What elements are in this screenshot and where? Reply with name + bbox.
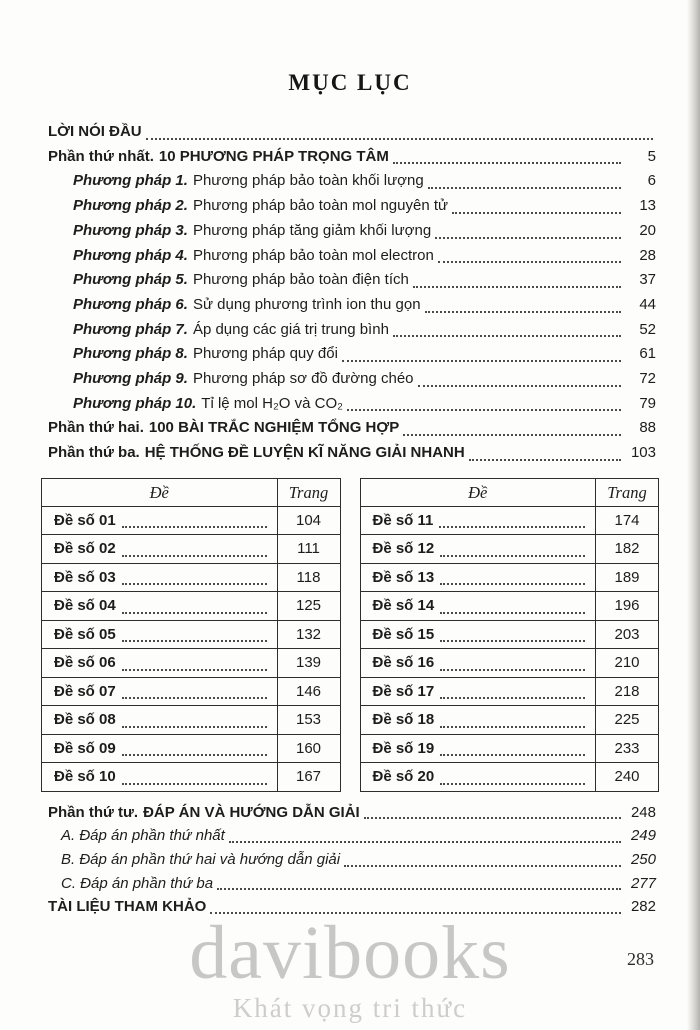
dotted-leader [122, 754, 267, 756]
exam-cell-page: 182 [614, 540, 640, 558]
exam-cell-page: 233 [614, 739, 640, 757]
page-number: 283 [627, 949, 654, 969]
toc-bottom-list [48, 801, 656, 919]
dotted-leader [393, 162, 621, 164]
toc-entry-page-number: 52 [639, 320, 656, 338]
watermark-tagline: Khát vọng tri thức [232, 993, 468, 1023]
toc-entry-page-number: 282 [630, 898, 656, 916]
exam-label: Đề số 18 [372, 711, 435, 729]
dotted-leader [210, 912, 621, 914]
page-content [0, 70, 700, 919]
column-header-de: Đề [361, 479, 597, 506]
dotted-leader [344, 865, 621, 867]
exam-cell-page: 139 [295, 654, 322, 672]
toc-entry-page-number: 103 [630, 444, 656, 462]
exam-label: Đề số 10 [54, 768, 116, 786]
toc-entry-label: Phương pháp bảo toàn khối lượng [192, 172, 424, 190]
exam-table-row [361, 591, 659, 620]
toc-entry-page-number: 20 [639, 221, 656, 239]
exam-cell-page: 174 [614, 511, 640, 529]
exam-cell-title [361, 678, 597, 706]
exam-table-left [41, 478, 341, 792]
exam-table-row [361, 734, 659, 763]
exam-table-row [42, 563, 340, 592]
exam-table-row [361, 534, 659, 563]
toc-entry-label: LỜI NÓI ĐẦU [48, 123, 142, 140]
toc-entry [48, 342, 656, 367]
dotted-leader [347, 409, 621, 411]
exam-table-row [361, 677, 659, 706]
toc-entry-prefix: Phương pháp 7. [73, 320, 188, 338]
column-header-de: Đề [42, 479, 278, 506]
toc-entry-label: A. Đáp án phần thứ nhất [61, 827, 225, 845]
dotted-leader [122, 669, 267, 671]
exam-cell-title [42, 678, 278, 706]
exam-label: Đề số 01 [54, 511, 116, 529]
exam-label: Đề số 04 [54, 597, 116, 615]
dotted-leader [418, 385, 621, 387]
exam-label: Đề số 20 [372, 768, 435, 786]
exam-cell-page: 111 [297, 540, 320, 558]
toc-entry-page-number: 250 [630, 851, 656, 869]
dotted-leader [440, 555, 585, 557]
exam-table-row [361, 507, 659, 535]
toc-entry [48, 367, 656, 392]
toc-entry-page-number: 277 [630, 874, 656, 892]
toc-entry-label: Phương pháp bảo toàn mol electron [192, 246, 434, 264]
toc-entry-prefix: Phương pháp 2. [73, 197, 188, 215]
dotted-leader [440, 640, 585, 642]
toc-entry-label: HỆ THỐNG ĐỀ LUYỆN KĨ NĂNG GIẢI NHANH [144, 444, 465, 462]
exam-label: Đề số 12 [372, 540, 435, 558]
exam-tables-section [41, 478, 659, 792]
exam-cell-title [361, 763, 597, 791]
dotted-leader [452, 212, 621, 214]
toc-entry-label: TÀI LIỆU THAM KHẢO [48, 898, 207, 916]
toc-entry-prefix: Phương pháp 1. [73, 172, 188, 190]
exam-label: Đề số 02 [54, 540, 116, 558]
toc-entry-label: C. Đáp án phần thứ ba [61, 874, 214, 892]
exam-table-row [42, 762, 340, 791]
exam-label: Đề số 07 [54, 682, 116, 700]
exam-cell-title [361, 621, 597, 649]
toc-entry-label: Phương pháp quy đổi [192, 345, 338, 363]
exam-cell-title [361, 564, 597, 592]
watermark [0, 911, 700, 1024]
exam-cell-title [361, 535, 597, 563]
toc-entry [48, 872, 656, 896]
exam-cell-page: 146 [295, 682, 322, 700]
exam-table-row [361, 563, 659, 592]
toc-entry-prefix: Phần thứ tư. [48, 803, 139, 821]
exam-cell-title [42, 535, 278, 563]
exam-label: Đề số 17 [372, 682, 435, 700]
toc-entry-prefix: Phần thứ nhất. [48, 147, 154, 165]
exam-cell-page: 153 [295, 711, 322, 729]
toc-entry [48, 848, 656, 872]
toc-entry [48, 219, 656, 244]
toc-entry-prefix: Phương pháp 8. [73, 345, 188, 363]
toc-entry [48, 169, 656, 194]
exam-cell-page: 189 [614, 568, 640, 586]
exam-cell-page: 196 [614, 597, 640, 615]
page-title: MỤC LỤC [288, 70, 412, 95]
exam-cell-page: 160 [295, 739, 322, 757]
dotted-leader [393, 335, 621, 337]
exam-label: Đề số 03 [54, 568, 116, 586]
dotted-leader [440, 612, 585, 614]
toc-entry-prefix: Phương pháp 6. [73, 295, 188, 313]
dotted-leader [146, 138, 653, 140]
exam-cell-page: 210 [614, 654, 640, 672]
dotted-leader [440, 583, 585, 585]
toc-entry [48, 801, 656, 825]
toc-entry-label: B. Đáp án phần thứ hai và hướng dẫn giải [61, 851, 341, 869]
exam-label: Đề số 13 [372, 568, 435, 586]
exam-table-row [361, 705, 659, 734]
exam-label: Đề số 14 [372, 597, 435, 615]
exam-table-row [42, 705, 340, 734]
toc-entry-page-number: 5 [647, 147, 656, 165]
exam-cell-page: 240 [614, 768, 640, 786]
toc-entry [48, 416, 656, 441]
toc-entry-page-number: 61 [639, 345, 656, 363]
dotted-leader [440, 669, 585, 671]
dotted-leader [122, 726, 267, 728]
toc-entry [48, 441, 656, 466]
dotted-leader [413, 286, 621, 288]
toc-entry-page-number: 248 [630, 803, 656, 821]
exam-cell-title [361, 706, 597, 734]
dotted-leader [122, 783, 267, 785]
dotted-leader [229, 841, 621, 843]
exam-cell-title [361, 735, 597, 763]
dotted-leader [469, 459, 621, 461]
toc-entry [48, 268, 656, 293]
toc-entry-page-number: 6 [647, 172, 656, 190]
dotted-leader [122, 555, 267, 557]
exam-cell-title [361, 507, 597, 535]
dotted-leader [439, 526, 585, 528]
exam-table-left-header [42, 479, 340, 507]
toc-entry-page-number: 72 [639, 370, 656, 388]
exam-table-row [42, 677, 340, 706]
dotted-leader [364, 817, 621, 819]
exam-cell-title [42, 564, 278, 592]
exam-table-right-body [361, 507, 659, 791]
toc-entry-label: Phương pháp bảo toàn điện tích [192, 271, 409, 289]
dotted-leader [440, 783, 585, 785]
toc-entry-page-number: 79 [639, 394, 656, 412]
toc-entry-page-number: 249 [630, 827, 656, 845]
exam-label: Đề số 09 [54, 739, 116, 757]
exam-cell-page: 225 [614, 711, 640, 729]
dotted-leader [438, 261, 621, 263]
column-header-trang: Trang [288, 482, 329, 502]
exam-table-row [42, 648, 340, 677]
toc-entry-prefix: Phương pháp 9. [73, 370, 188, 388]
toc-entry-label: Áp dụng các giá trị trung bình [192, 320, 389, 338]
exam-cell-page: 125 [295, 597, 322, 615]
exam-cell-page: 218 [614, 682, 640, 700]
toc-entry-label: 10 PHƯƠNG PHÁP TRỌNG TÂM [158, 147, 389, 165]
dotted-leader [428, 187, 621, 189]
toc-entry [48, 895, 656, 919]
dotted-leader [440, 726, 585, 728]
exam-cell-title [42, 763, 278, 791]
toc-entry-prefix: Phương pháp 10. [73, 394, 197, 412]
dotted-leader [435, 237, 621, 239]
toc-entry-prefix: Phần thứ hai. [48, 419, 144, 437]
exam-label: Đề số 15 [372, 625, 435, 643]
toc-entry [48, 120, 656, 145]
toc-entry-label: Phương pháp sơ đồ đường chéo [192, 370, 414, 388]
scan-edge-shadow [687, 0, 700, 1030]
exam-cell-title [361, 649, 597, 677]
exam-table-right-header [361, 479, 659, 507]
toc-entry [48, 824, 656, 848]
exam-label: Đề số 05 [54, 625, 116, 643]
dotted-leader [122, 697, 267, 699]
exam-table-row [42, 507, 340, 535]
dotted-leader [122, 526, 267, 528]
exam-cell-page: 104 [295, 511, 322, 529]
toc-entry-prefix: Phương pháp 3. [73, 221, 188, 239]
toc-top-list [48, 120, 656, 466]
toc-entry-page-number: 44 [639, 295, 656, 313]
toc-entry-label: Tỉ lệ mol H₂O và CO₂ [201, 394, 343, 412]
toc-entry [48, 293, 656, 318]
exam-table-row [42, 534, 340, 563]
toc-entry-label: ĐÁP ÁN VÀ HƯỚNG DẪN GIẢI [143, 803, 360, 821]
exam-table-row [42, 620, 340, 649]
toc-entry-page-number: 28 [639, 246, 656, 264]
exam-cell-title [42, 592, 278, 620]
column-header-trang: Trang [607, 482, 647, 502]
watermark-logo-text: davibooks [189, 911, 511, 996]
exam-cell-title [42, 621, 278, 649]
exam-label: Đề số 11 [372, 511, 434, 529]
dotted-leader [122, 640, 267, 642]
exam-cell-title [42, 706, 278, 734]
exam-cell-page: 167 [295, 768, 322, 786]
toc-entry [48, 244, 656, 269]
dotted-leader [217, 888, 621, 890]
dotted-leader [440, 697, 585, 699]
dotted-leader [122, 583, 267, 585]
exam-cell-title [42, 649, 278, 677]
toc-entry-label: Phương pháp bảo toàn mol nguyên tử [192, 197, 449, 215]
dotted-leader [425, 311, 621, 313]
toc-entry-page-number: 88 [639, 419, 656, 437]
dotted-leader [403, 434, 621, 436]
toc-entry-label: 100 BÀI TRẮC NGHIỆM TỔNG HỢP [148, 419, 400, 437]
toc-entry-prefix: Phương pháp 5. [73, 271, 188, 289]
toc-entry [48, 392, 656, 417]
exam-table-left-body [42, 507, 340, 791]
dotted-leader [122, 612, 267, 614]
exam-table-row [361, 620, 659, 649]
exam-label: Đề số 06 [54, 654, 116, 672]
dotted-leader [342, 360, 621, 362]
toc-entry-label: Sử dụng phương trình ion thu gọn [192, 295, 421, 313]
exam-cell-title [361, 592, 597, 620]
exam-label: Đề số 08 [54, 711, 116, 729]
toc-entry-prefix: Phần thứ ba. [48, 444, 140, 462]
exam-table-row [42, 734, 340, 763]
toc-entry-page-number: 13 [639, 197, 656, 215]
toc-entry-page-number: 37 [639, 271, 656, 289]
toc-entry [48, 194, 656, 219]
exam-table-row [361, 762, 659, 791]
toc-entry-prefix: Phương pháp 4. [73, 246, 188, 264]
toc-entry [48, 145, 656, 170]
exam-table-row [361, 648, 659, 677]
exam-table-right [360, 478, 660, 792]
exam-table-row [42, 591, 340, 620]
exam-cell-page: 118 [296, 568, 321, 586]
exam-cell-title [42, 507, 278, 535]
toc-entry-label: Phương pháp tăng giảm khối lượng [192, 221, 432, 239]
exam-cell-title [42, 735, 278, 763]
dotted-leader [440, 754, 585, 756]
toc-entry [48, 318, 656, 343]
exam-label: Đề số 19 [372, 739, 435, 757]
exam-cell-page: 203 [614, 625, 640, 643]
exam-label: Đề số 16 [372, 654, 435, 672]
exam-cell-page: 132 [295, 625, 322, 643]
